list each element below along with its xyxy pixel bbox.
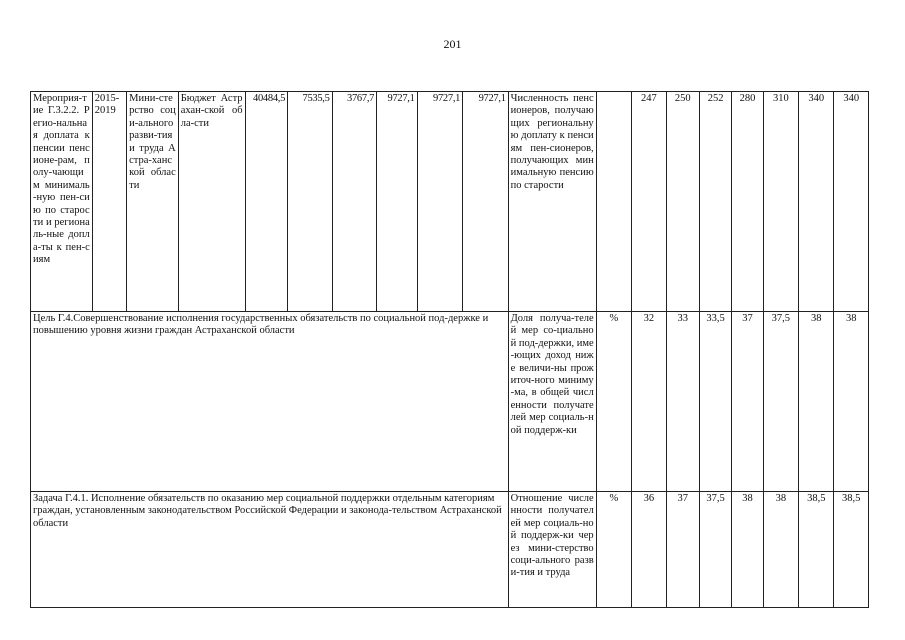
indicator-value-cell: 250 [666,92,699,312]
indicator-value-cell: 280 [732,92,763,312]
indicator-cell: Отношение численности получателей мер социаль-ной поддерж-ки через мини-стерство соци-ального разви-тия и труда [508,492,596,608]
indicator-value-cell: 252 [699,92,731,312]
indicator-value-cell: 310 [763,92,798,312]
table-row [31,92,869,312]
executor-cell: Мини-стерство соци-ального разви-тия и труда Астра-ханской области [127,92,179,312]
program-table [30,91,869,608]
indicator-value-cell: 38 [732,492,763,608]
goal-cell: Цель Г.4.Совершенствование исполнения государственных обязательств по социальной под-держке и повышению уровня жизни граждан Астраханской области [31,312,509,492]
indicator-value-cell: 32 [632,312,666,492]
indicator-value-cell: 38,5 [799,492,834,608]
indicator-value-cell: 37 [732,312,763,492]
indicator-value-cell: 247 [632,92,666,312]
indicator-value-cell: 38,5 [834,492,869,608]
activity-name: Мероприя-тие Г.3.2.2. Регио-нальная доплата к пенсии пенсионе-рам, полу-чающим минималь-ную пен-сию по старости и региональ-ные допла-ты к пен-сиям [31,92,93,312]
funding-year-cell: 9727,1 [377,92,417,312]
indicator-value-cell: 33,5 [699,312,731,492]
indicator-value-cell: 38 [834,312,869,492]
indicator-value-cell: 38 [799,312,834,492]
page-number: 201 [443,37,462,51]
table-row [31,312,869,492]
table-row [31,492,869,608]
task-cell: Задача Г.4.1. Исполнение обязательств по оказанию мер социальной поддержки отдельным категориям граждан, установленным законодательством Российской Федерации и законода-тельством Астраханской области [31,492,509,608]
indicator-cell: Доля получа-телей мер со-циальной под-держки, име-ющих доход ниже величи-ны прожиточ-ного миниму-ма, в общей численности получателей мер социаль-ной поддерж-ки [508,312,596,492]
indicator-value-cell: 37,5 [699,492,731,608]
unit-cell: % [596,492,631,608]
unit-cell: % [596,312,631,492]
period-cell: 2015-2019 [92,92,126,312]
indicator-cell: Численность пенсионеров, получающих региональную доплату к пенсиям пен-сионеров, получающих минимальную пенсию по старости [508,92,596,312]
unit-cell [596,92,631,312]
indicator-value-cell: 37 [666,492,699,608]
funding-total-cell: 40484,5 [245,92,288,312]
funding-year-cell: 3767,7 [332,92,377,312]
indicator-value-cell: 33 [666,312,699,492]
indicator-value-cell: 340 [799,92,834,312]
funding-year-cell: 9727,1 [417,92,463,312]
indicator-value-cell: 36 [632,492,666,608]
funding-source-cell: Бюджет Астрахан-ской обла-сти [178,92,245,312]
funding-year-cell: 9727,1 [463,92,509,312]
indicator-value-cell: 340 [834,92,869,312]
indicator-value-cell: 38 [763,492,798,608]
indicator-value-cell: 37,5 [763,312,798,492]
funding-year-cell: 7535,5 [288,92,333,312]
